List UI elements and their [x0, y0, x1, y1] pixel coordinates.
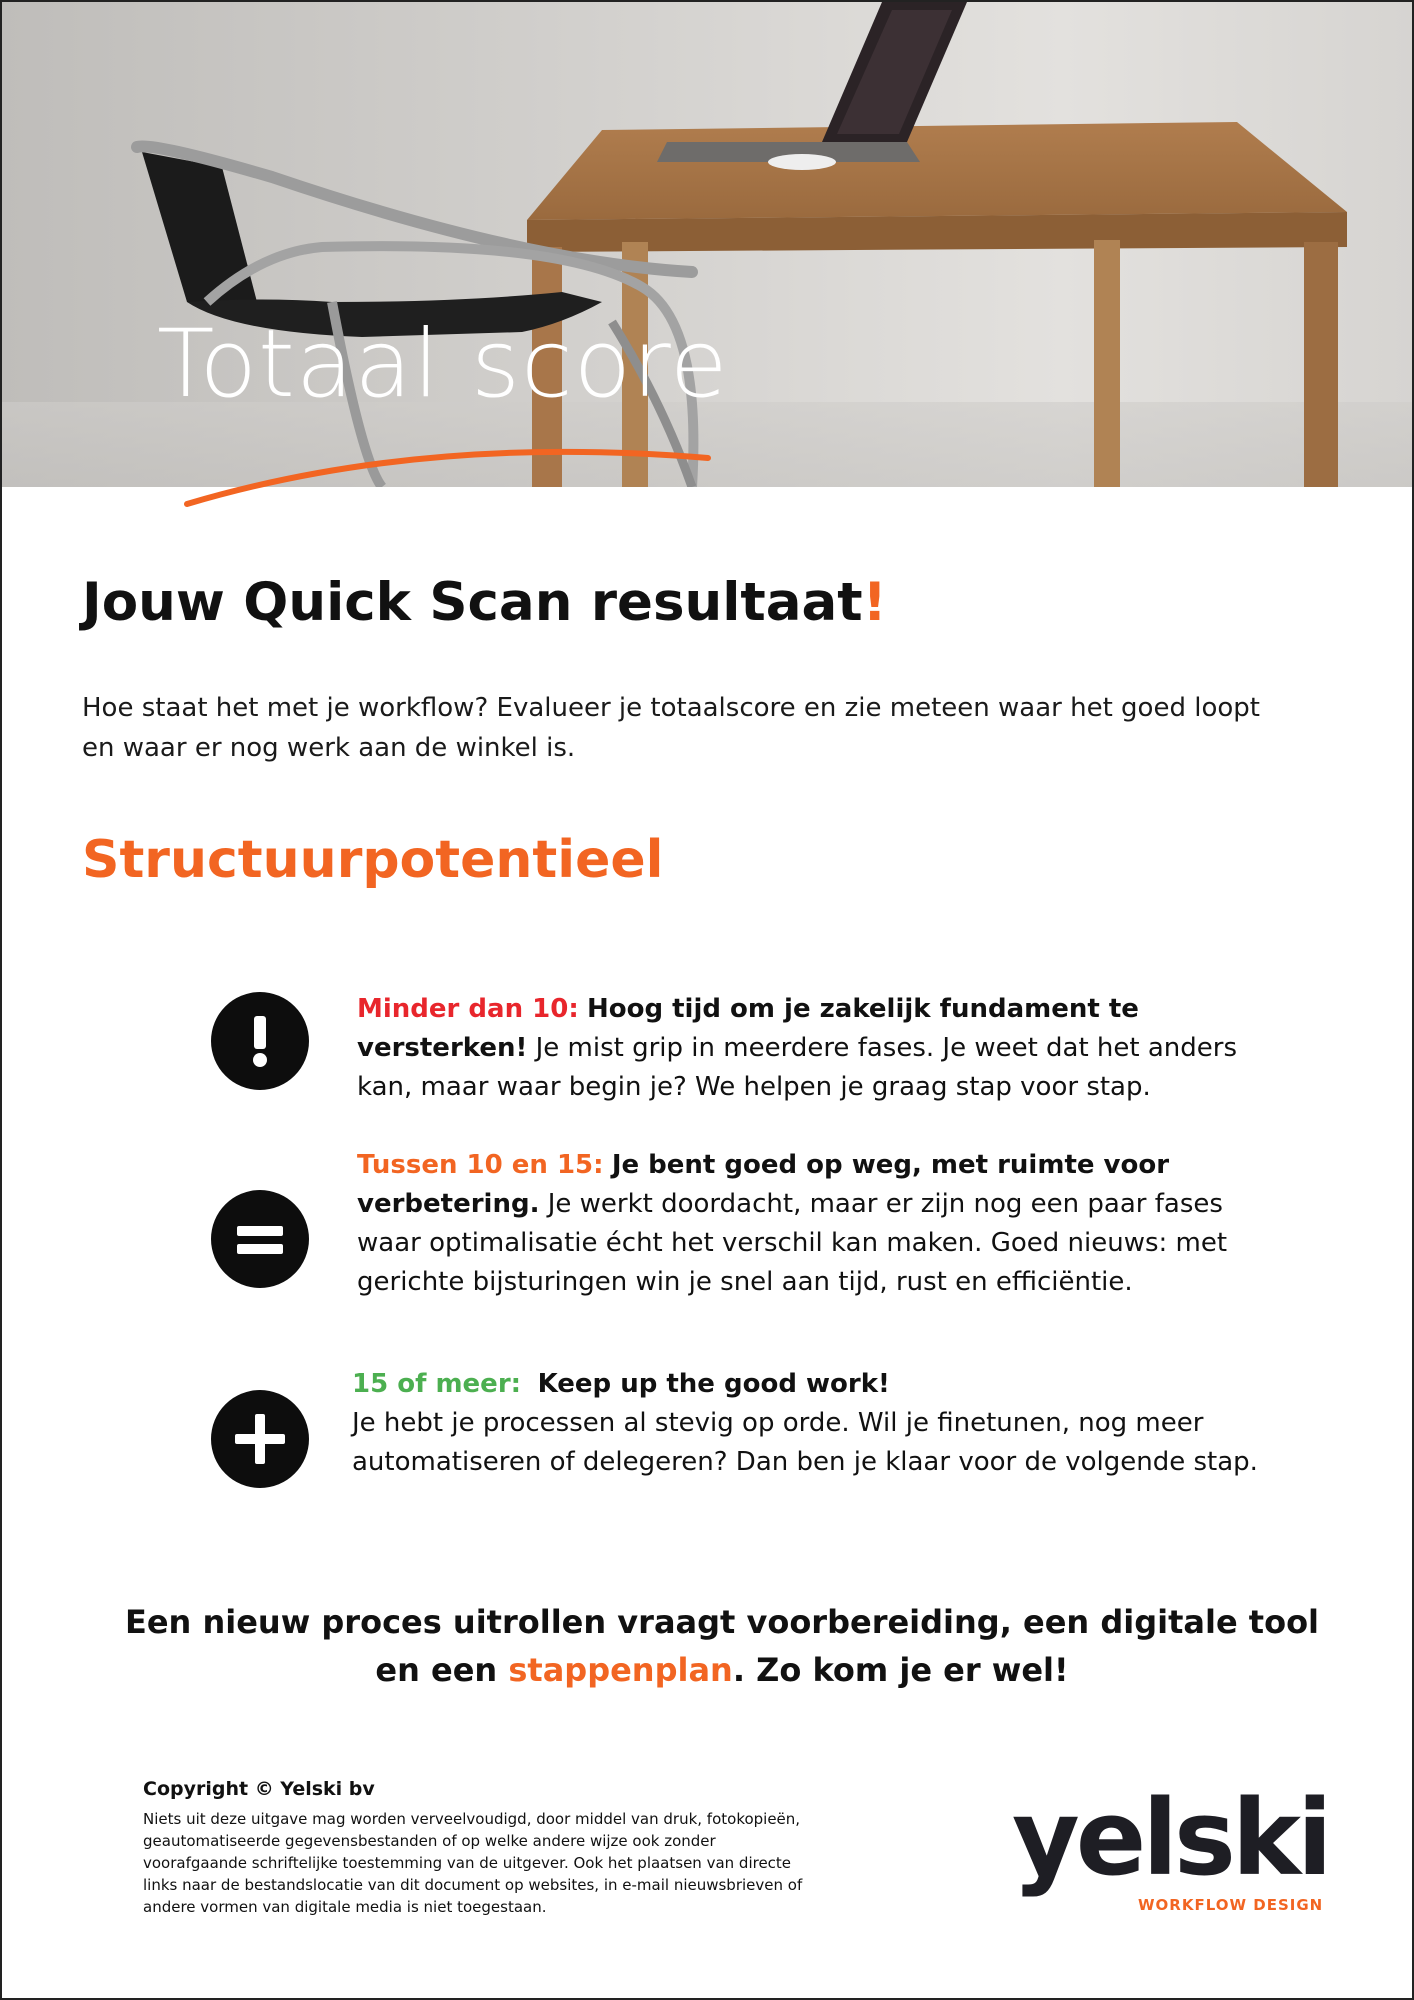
orange-swoosh-decoration [2, 2, 1414, 522]
copyright-notice: Niets uit deze uitgave mag worden verveelvoudigd, door middel van druk, fotokopieën, geautomatiseerde gegevensbestanden of op welke andere wijze ook zonder voorafgaande schriftelijke toestemming van de uitgever. Ook het plaatsen van directe links naar de bestandslocatie van dit document op websites, in e-mail nieuwsbrieven of andere vormen van digitale media is niet toegestaan. [143, 1810, 803, 1916]
equals-icon [211, 1190, 309, 1288]
score-headline: Je bent goed op weg, met ruimte voor verbetering. [357, 1150, 1170, 1219]
section-title: Structuurpotentieel [82, 830, 664, 890]
score-item-low [357, 990, 1287, 1107]
page-title-accent: ! [862, 572, 887, 633]
score-body: Je werkt doordacht, maar er zijn nog een paar fases waar optimalisatie écht het verschil kan maken. Goed nieuws: met gerichte bijsturingen win je snel aan tijd, rust en efficiëntie. [357, 1189, 1228, 1297]
closing-text-part1: Een nieuw proces uitrollen vraagt voorbereiding, een digitale tool en een [124, 1603, 1320, 1689]
score-range-label: Tussen 10 en 15: [357, 1150, 604, 1180]
score-item-high [352, 1365, 1282, 1482]
score-headline: Keep up the good work! [537, 1369, 890, 1399]
page-title-text: Jouw Quick Scan resultaat [82, 572, 863, 633]
logo-wordmark: yelski [1012, 1777, 1329, 1899]
closing-accent: stappenplan [508, 1651, 733, 1689]
closing-text-part2: . Zo kom je er wel! [732, 1651, 1069, 1689]
score-body: Je mist grip in meerdere fases. Je weet dat het anders kan, maar waar begin je? We helpen je graag stap voor stap. [357, 1033, 1238, 1102]
yelski-logo [1012, 1777, 1332, 1920]
intro-paragraph: Hoe staat het met je workflow? Evalueer je totaalscore en zie meteen waar het goed loopt en waar er nog werk aan de winkel is. [82, 693, 1260, 763]
page-title [82, 572, 887, 633]
hero-title: Totaal score [157, 310, 729, 419]
score-headline: Hoog tijd om je zakelijk fundament te versterken! [357, 994, 1139, 1063]
copyright-title: Copyright © Yelski bv [143, 1778, 375, 1800]
exclamation-icon [211, 992, 309, 1090]
score-range-label: 15 of meer: [352, 1369, 522, 1399]
plus-icon [211, 1390, 309, 1488]
score-range-label: Minder dan 10: [357, 994, 579, 1024]
score-item-medium [357, 1146, 1287, 1302]
closing-statement [122, 1598, 1322, 1694]
score-body: Je hebt je processen al stevig op orde. Wil je finetunen, nog meer automatiseren of delegeren? Dan ben je klaar voor de volgende stap. [352, 1408, 1258, 1477]
logo-tagline: WORKFLOW DESIGN [1138, 1896, 1324, 1914]
